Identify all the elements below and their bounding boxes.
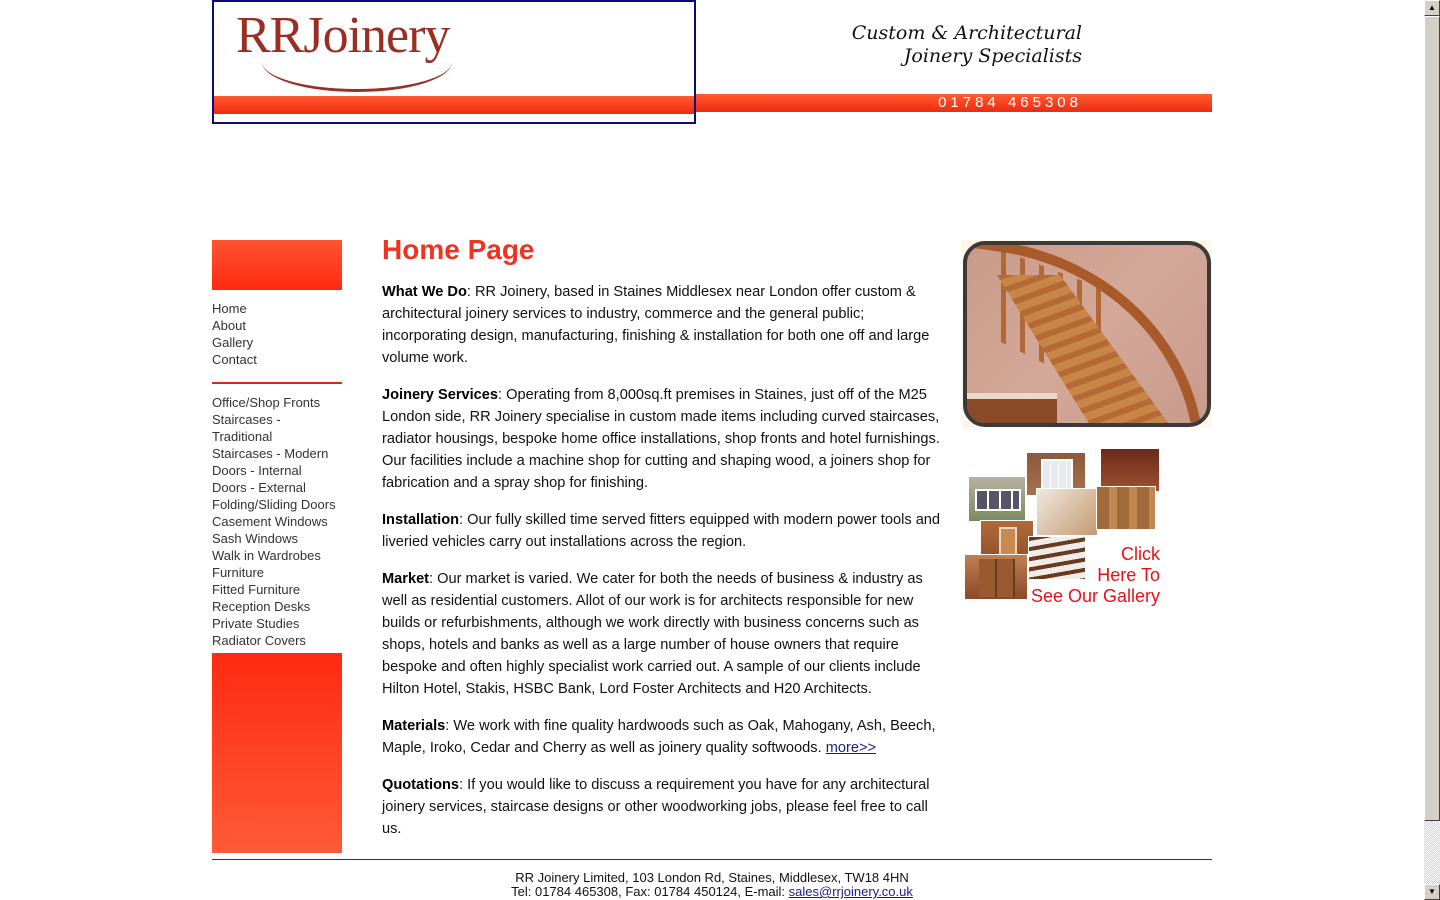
nav-divider	[212, 382, 342, 384]
nav-item-about[interactable]: About	[212, 318, 246, 333]
section-heading: Market	[382, 571, 430, 587]
section-text: : Our fully skilled time served fitters equipped with modern power tools and liveried vehicles carry out installations across the region.	[382, 512, 941, 550]
logo-link[interactable]	[212, 0, 696, 124]
site-header	[212, 0, 1212, 124]
scrollbar-thumb[interactable]	[1424, 16, 1440, 821]
section-text: : RR Joinery, based in Staines Middlesex near London offer custom & architectural joinery services to industry, commerce and the general public; incorporating design, manufacturing, finishing & installation for both one off and large volume work.	[382, 284, 930, 366]
gallery-cta-line-2: Here To	[1097, 565, 1160, 585]
gallery-cta-line-1: Click	[1121, 544, 1160, 564]
nav-item-walk-in-wardrobes[interactable]: Walk in Wardrobes	[212, 548, 321, 563]
section-joinery-services	[382, 384, 947, 494]
nav-item-reception-desks[interactable]: Reception Desks	[212, 599, 311, 614]
nav-item-contact[interactable]: Contact	[212, 352, 257, 367]
main-content	[382, 233, 947, 855]
thumb-conservatory-photo	[968, 476, 1026, 522]
site-footer	[212, 871, 1212, 899]
tagline-line-2: Joinery Specialists	[903, 45, 1082, 67]
left-nav	[212, 240, 342, 853]
main-nav-list	[212, 300, 342, 368]
section-materials	[382, 715, 947, 759]
section-installation	[382, 509, 947, 553]
nav-item-folding-sliding-doors[interactable]: Folding/Sliding Doors	[212, 497, 336, 512]
section-heading: Joinery Services	[382, 387, 499, 403]
footer-divider	[212, 859, 1212, 860]
vertical-scrollbar[interactable]	[1424, 0, 1440, 900]
more-materials-link[interactable]: more>>	[825, 740, 876, 756]
footer-email-link[interactable]: sales@rrjoinery.co.uk	[788, 884, 913, 899]
nav-item-staircases-traditional[interactable]: Staircases - Traditional	[212, 412, 281, 444]
nav-item-furniture[interactable]: Furniture	[212, 565, 265, 580]
thumb-double-doors-photo	[964, 554, 1028, 600]
page	[212, 0, 1212, 900]
section-heading: Materials	[382, 718, 446, 734]
logo-text: RRJoinery	[236, 7, 450, 64]
scroll-down-arrow-icon[interactable]: ▼	[1424, 884, 1440, 900]
gallery-cta-text[interactable]	[1031, 544, 1160, 607]
nav-item-gallery[interactable]: Gallery	[212, 335, 254, 350]
thumb-panelling-photo	[1096, 486, 1156, 530]
staircase-door	[967, 393, 1057, 423]
section-text: : Operating from 8,000sq.ft premises in Staines, just off of the M25 London side, RR Joinery specialise in custom made items including curved staircases, radiator housings, bespoke home office installations, shop fronts and hotel furnishings. Our facilities include a machine shop for cutting and shaping wood, a joiners shop for fabrication and a spray shop for finishing.	[382, 387, 940, 491]
nav-item-doors-external[interactable]: Doors - External	[212, 480, 306, 495]
gallery-cta-line-3: See Our Gallery	[1030, 586, 1160, 606]
logo-red-bar	[214, 96, 696, 114]
gallery-collage-link[interactable]	[964, 448, 1160, 608]
logo-swoosh-icon	[262, 62, 452, 92]
tagline	[852, 22, 1082, 68]
section-what-we-do	[382, 281, 947, 369]
footer-address: RR Joinery Limited, 103 London Rd, Staines, Middlesex, TW18 4HN	[515, 870, 909, 885]
staircase-photo	[962, 240, 1212, 428]
services-nav-list	[212, 394, 342, 649]
section-heading: Installation	[382, 512, 460, 528]
nav-item-casement-windows[interactable]: Casement Windows	[212, 514, 328, 529]
page-title: Home Page	[382, 234, 535, 265]
footer-contact	[212, 885, 1212, 899]
section-text: : If you would like to discuss a requirement you have for any architectural joinery services, staircase designs or other woodworking jobs, please feel free to call us.	[382, 777, 930, 837]
nav-item-office-shop-fronts[interactable]: Office/Shop Fronts	[212, 395, 321, 410]
nav-item-home[interactable]: Home	[212, 301, 247, 316]
section-heading: What We Do	[382, 284, 467, 300]
nav-top-decoration	[212, 240, 342, 290]
section-text: : We work with fine quality hardwoods such as Oak, Mahogany, Ash, Beech, Maple, Iroko, Cedar and Cherry as well as joinery quality softwoods.	[382, 718, 936, 756]
nav-item-private-studies[interactable]: Private Studies	[212, 616, 300, 631]
section-quotations	[382, 774, 947, 840]
nav-item-staircases-modern[interactable]: Staircases - Modern	[212, 446, 329, 461]
section-text: : Our market is varied. We cater for both the needs of business & industry as well as residential customers. Allot of our work is for architects responsible for new builds or refurbishments, although we work directly with business concerns such as shops, hotels and banks as well as a large number of house owners that require bespoke and often highly specialist work carried out. A sample of our clients include Hilton Hotel, Stakis, HSBC Bank, Lord Foster Architects and H20 Architects.	[382, 571, 923, 697]
nav-item-fitted-furniture[interactable]: Fitted Furniture	[212, 582, 301, 597]
scroll-up-arrow-icon[interactable]: ▲	[1424, 0, 1440, 16]
thumb-staircase-photo	[1036, 488, 1098, 536]
section-heading: Quotations	[382, 777, 460, 793]
nav-bottom-decoration	[212, 653, 342, 853]
tagline-line-1: Custom & Architectural	[851, 22, 1082, 44]
staircase-photo-frame	[963, 241, 1211, 427]
nav-item-doors-internal[interactable]: Doors - Internal	[212, 463, 302, 478]
nav-item-sash-windows[interactable]: Sash Windows	[212, 531, 298, 546]
header-phone: 01784 465308	[938, 94, 1082, 111]
section-market	[382, 568, 947, 700]
nav-item-radiator-covers[interactable]: Radiator Covers	[212, 633, 306, 648]
footer-contact-text: Tel: 01784 465308, Fax: 01784 450124, E-mail:	[511, 884, 789, 899]
